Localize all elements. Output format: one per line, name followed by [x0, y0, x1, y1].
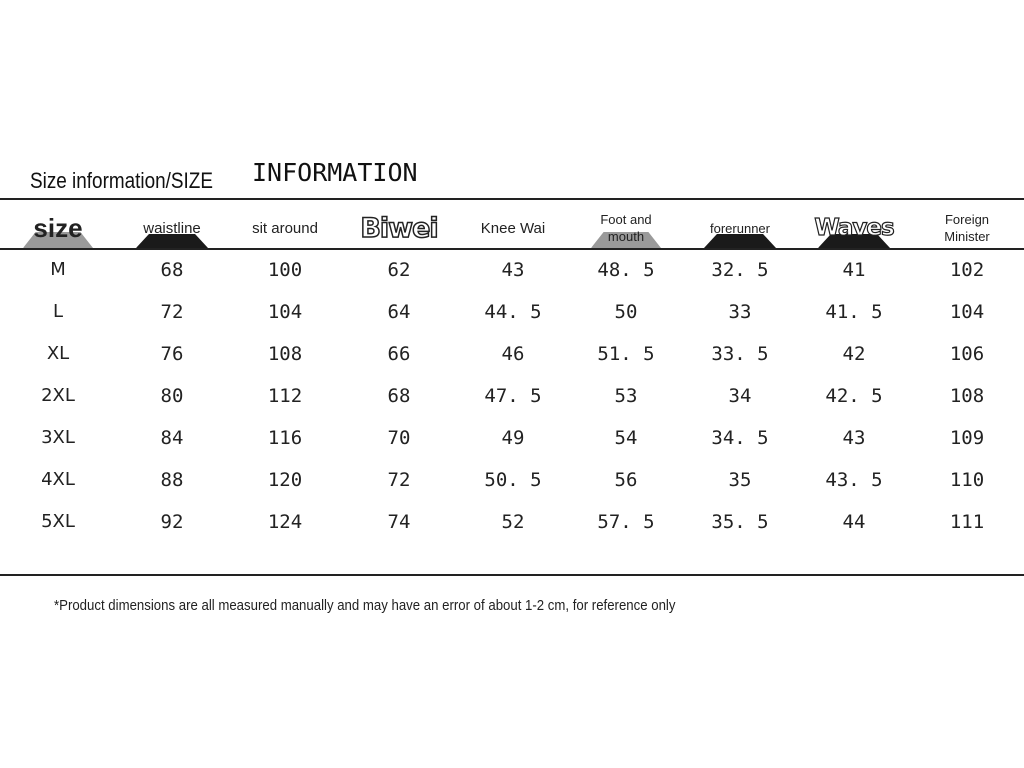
column-header-label: Foreign Minister — [944, 212, 990, 244]
table-cell: 84 — [160, 427, 184, 449]
column-header-waves — [814, 210, 893, 246]
table-cell: 116 — [267, 427, 303, 449]
table-cell: 42. 5 — [825, 385, 883, 407]
table-cell: 68 — [387, 385, 411, 407]
table-cell: 80 — [160, 385, 184, 407]
column-header-label: forerunner — [710, 220, 770, 236]
table-cell: 88 — [160, 469, 184, 491]
column-header-label: Biwei — [360, 212, 438, 244]
title-sub: INFORMATION — [252, 158, 418, 187]
table-cell: 104 — [267, 301, 303, 323]
table-cell: 56 — [614, 469, 638, 491]
size-label-cell: 3XL — [41, 427, 75, 448]
table-cell: 47. 5 — [484, 385, 542, 407]
table-cell: 49 — [501, 427, 525, 449]
column-header-label: sit around — [252, 219, 318, 237]
table-cell: 54 — [614, 427, 638, 449]
column-header-forerunner — [710, 210, 770, 246]
size-label-cell: 2XL — [41, 385, 75, 406]
table-cell: 72 — [160, 301, 184, 323]
column-header-sit-around — [252, 210, 318, 246]
table-cell: 32. 5 — [711, 259, 769, 281]
table-cell: 50 — [614, 301, 638, 323]
column-header-label: waistline — [143, 219, 201, 237]
table-cell: 42 — [842, 343, 866, 365]
table-cell: 102 — [949, 259, 985, 281]
table-cell: 74 — [387, 511, 411, 533]
table-cell: 120 — [267, 469, 303, 491]
table-cell: 41 — [842, 259, 866, 281]
column-header-foot-and-mouth — [600, 210, 651, 246]
table-header-rule — [0, 248, 1024, 250]
table-cell: 35. 5 — [711, 511, 769, 533]
size-label-cell: XL — [46, 343, 70, 364]
table-cell: 33 — [728, 301, 752, 323]
column-header-label: Foot and mouth — [600, 212, 652, 244]
table-cell: 72 — [387, 469, 411, 491]
table-cell: 64 — [387, 301, 411, 323]
table-cell: 53 — [614, 385, 638, 407]
table-cell: 34. 5 — [711, 427, 769, 449]
size-label-cell: 5XL — [41, 511, 75, 532]
table-cell: 62 — [387, 259, 411, 281]
table-cell: 111 — [949, 511, 985, 533]
table-cell: 110 — [949, 469, 985, 491]
table-cell: 124 — [267, 511, 303, 533]
table-cell: 66 — [387, 343, 411, 365]
table-cell: 43 — [501, 259, 525, 281]
column-header-label: size — [33, 212, 83, 243]
column-header-waistline — [143, 210, 201, 246]
table-cell: 43 — [842, 427, 866, 449]
table-cell: 109 — [949, 427, 985, 449]
table-cell: 52 — [501, 511, 525, 533]
column-header-label: Knee Wai — [480, 219, 546, 237]
table-cell: 33. 5 — [711, 343, 769, 365]
table-cell: 108 — [267, 343, 303, 365]
table-cell: 48. 5 — [597, 259, 655, 281]
size-label-cell: M — [50, 259, 66, 280]
size-label-cell: L — [52, 301, 64, 322]
table-cell: 43. 5 — [825, 469, 883, 491]
column-header-foreign-minister — [944, 210, 990, 246]
table-cell: 46 — [501, 343, 525, 365]
table-cell: 68 — [160, 259, 184, 281]
column-header-size — [33, 210, 82, 246]
table-cell: 108 — [949, 385, 985, 407]
table-cell: 100 — [267, 259, 303, 281]
table-cell: 70 — [387, 427, 411, 449]
table-cell: 104 — [949, 301, 985, 323]
table-cell: 106 — [949, 343, 985, 365]
table-bottom-rule — [0, 574, 1024, 576]
table-cell: 57. 5 — [597, 511, 655, 533]
table-cell: 50. 5 — [484, 469, 542, 491]
column-header-knee-wai — [481, 210, 545, 246]
table-cell: 44 — [842, 511, 866, 533]
size-label-cell: 4XL — [41, 469, 75, 490]
column-header-label: Waves — [814, 215, 894, 241]
table-cell: 44. 5 — [484, 301, 542, 323]
table-cell: 92 — [160, 511, 184, 533]
table-cell: 35 — [728, 469, 752, 491]
table-cell: 34 — [728, 385, 752, 407]
footnote: *Product dimensions are all measured manually and may have an error of about 1-2 cm, for reference only — [54, 597, 676, 614]
column-header-biwei — [360, 210, 437, 246]
table-cell: 76 — [160, 343, 184, 365]
table-cell: 41. 5 — [825, 301, 883, 323]
title-main: Size information/SIZE — [30, 168, 213, 193]
table-cell: 112 — [267, 385, 303, 407]
table-cell: 51. 5 — [597, 343, 655, 365]
table-top-rule — [0, 198, 1024, 200]
